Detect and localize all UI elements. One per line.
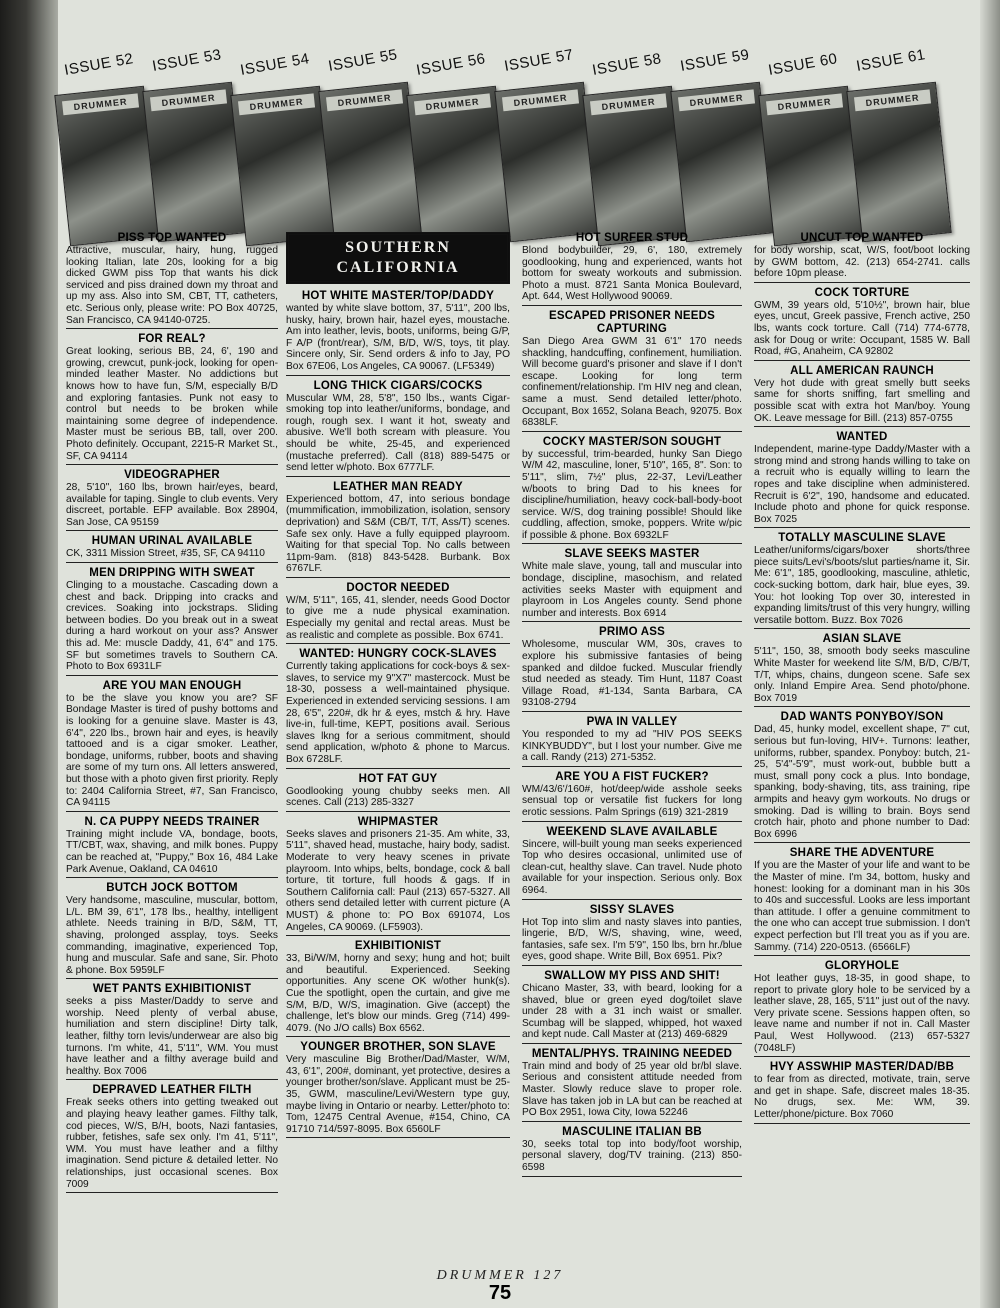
issue-cover	[146, 44, 242, 234]
issue-label: ISSUE 59	[679, 46, 751, 75]
classified-ad	[66, 983, 278, 1080]
ad-body: San Diego Area GWM 31 6'1" 170 needs shackling, handcuffing, confinement, humiliation. Will become guard's prisoner and slave if I don't escape. Looking for long term confinement/relationship. I'm HIV neg and clean, same a must. Send detailed letter/photo. Occupant, Box 1652, Solana Beach, 92075. Box 6838LF.	[522, 335, 742, 429]
ad-divider	[66, 811, 278, 812]
ad-headline: MASCULINE ITALIAN BB	[562, 1125, 702, 1138]
ad-headline: SHARE THE ADVENTURE	[789, 847, 935, 860]
ad-body: Blond bodybuilder, 29, 6', 180, extremely goodlooking, hung and experienced, wants hot bottom for sweaty workouts and submission. Photo a must. 8721 Santa Monica Boulevard, Apt. 644, West Hollywood 90069.	[522, 245, 742, 303]
ad-body: Great looking, serious BB, 24, 6', 190 and growing, crewcut, punk-jock, looking for open-minded leather Master. No addictions but knows how to have fun, S/M, especially B/D and exploring fantasies. Punk not easy to control but needs to be broken while maintaining some degree of independence. Master must be serious BB, tall, over 200. Photo definitely. Occupant, 2215-R Market St., SF, CA 94114	[66, 346, 278, 462]
cover-masthead: DRUMMER	[150, 89, 227, 111]
ad-divider	[66, 675, 278, 676]
ad-headline: PWA IN VALLEY	[586, 716, 678, 728]
issue-cover	[234, 48, 330, 238]
ad-headline: MENTAL/PHYS. TRAINING NEEDED	[531, 1047, 733, 1060]
ad-divider	[286, 577, 510, 578]
ad-headline: MEN DRIPPING WITH SWEAT	[89, 567, 255, 580]
ad-divider	[286, 1137, 510, 1138]
ad-body: 28, 5'10", 160 lbs, brown hair/eyes, beard, available for taping. Single to club events. Very discreet, portable. EFP available. Box 28904, San Jose, CA 95159	[66, 482, 278, 528]
ad-headline: PISS TOP WANTED	[117, 232, 227, 244]
classified-ad	[754, 633, 970, 707]
ad-headline: FOR REAL?	[138, 333, 206, 346]
ad-divider	[754, 955, 970, 956]
ad-body: Leather/uniforms/cigars/boxer shorts/three piece suits/Levi's/boots/slut parties/name it, Sir. Me: 6'1", 185, goodlooking, masculine, athletic, cock-sucking bottom, dark hair, blue eyes, 39. You: hot looking Top over 30, interested in expanding limits/trust of this very hungry, willing versatile bottom. Buzz. Box 7026	[754, 545, 970, 626]
classified-ad	[754, 532, 970, 629]
ad-headline: LONG THICK CIGARS/COCKS	[313, 379, 483, 392]
ad-headline: VIDEOGRAPHER	[124, 469, 220, 482]
ad-headline: WANTED	[836, 431, 888, 444]
ad-headline: WET PANTS EXHIBITIONIST	[92, 983, 252, 996]
page-number: 75	[488, 1282, 512, 1304]
page-spine-shadow	[0, 0, 58, 1308]
classified-ad	[522, 716, 742, 767]
ad-divider	[522, 965, 742, 966]
ad-body: Very hot dude with great smelly butt seeks same for shorts sniffing, fart smelling and possible scat with extra hot Man/boy. Young OK. Leave message for Bill. (213) 857-0755	[754, 377, 970, 424]
ad-headline: ALL AMERICAN RAUNCH	[790, 364, 934, 377]
ad-headline: HOT FAT GUY	[358, 772, 438, 785]
ad-divider	[522, 431, 742, 432]
ad-headline: WEEKEND SLAVE AVAILABLE	[546, 825, 718, 838]
ad-divider	[754, 706, 970, 707]
ad-body: CK, 3311 Mission Street, #35, SF, CA 94110	[66, 548, 265, 560]
ad-body: seeks a piss Master/Daddy to serve and worship. Need plenty of verbal abuse, humiliation and stern discipline! Dirty talk, leather, filthy torn levis/underwear are also big turnons. I'm white, 41, 5'11", WM. You must have leather and a filthy average build and healthy. Box 7006	[66, 996, 278, 1077]
ad-headline: SLAVE SEEKS MASTER	[564, 548, 700, 561]
ad-headline: UNCUT TOP WANTED	[800, 232, 924, 244]
issue-cover	[850, 44, 946, 234]
ad-divider	[754, 628, 970, 629]
classified-ad	[66, 333, 278, 465]
ad-divider	[754, 842, 970, 843]
ad-headline: HVY ASSWHIP MASTER/DAD/BB	[769, 1061, 955, 1074]
classified-ad	[66, 680, 278, 812]
ad-divider	[754, 1056, 970, 1057]
ad-divider	[286, 643, 510, 644]
cover-masthead: DRUMMER	[414, 93, 491, 115]
issue-cover	[410, 48, 506, 238]
classified-ad	[66, 567, 278, 676]
classified-ad	[754, 365, 970, 427]
ad-body: You responded to my ad "HIV POS SEEKS KINKYBUDDY", but I lost your number. Give me a call. Randy (213) 271-5352.	[522, 729, 742, 764]
page-edge	[980, 0, 1000, 1308]
ad-headline: N. CA PUPPY NEEDS TRAINER	[84, 815, 260, 828]
ad-divider	[522, 543, 742, 544]
cover-masthead: DRUMMER	[502, 89, 579, 111]
ad-body: Wholesome, muscular WM, 30s, craves to explore his submissive fantasies of being spanked and dildoe fucked. Muscular friendly stud needed as steady. Tim Hunt, 1187 Coast Village Road, #1-134, Santa Barbara, CA 93108-2794	[522, 639, 742, 709]
classified-ad	[754, 287, 970, 361]
classified-ad	[286, 1041, 510, 1138]
ad-divider	[286, 476, 510, 477]
ad-divider	[286, 935, 510, 936]
classified-ad	[522, 310, 742, 432]
ad-divider	[66, 978, 278, 979]
ad-headline: SWALLOW MY PISS AND SHIT!	[544, 969, 720, 982]
ad-headline: BUTCH JOCK BOTTOM	[106, 882, 238, 895]
classified-ad	[522, 548, 742, 622]
ad-body: Muscular WM, 28, 5'8", 150 lbs., wants Cigar-smoking top into leather/uniforms, bondage, and rough, rough sex. I want it hot, sweaty and abusive. We'll both scream with pleasure. You should be white, 25-45, and experienced (mustache preferred). Call (818) 889-5475 or send letter w/photo. Box 6777LF.	[286, 392, 510, 474]
issue-label: ISSUE 60	[767, 50, 839, 79]
classified-ad	[286, 816, 510, 936]
ad-headline: COCK TORTURE	[814, 286, 910, 299]
ad-body: Experienced bottom, 47, into serious bondage (mummification, immobilization, isolation, sensory deprivation) and S&M (CB/T, T/T, Ass/T) scenes. Safe sex only. Have a fully equipped playroom. Waiting for that special Top. No calls between 11pm-9am. (818) 843-5428. Burbank. Box 6767LF.	[286, 493, 510, 575]
classified-ad	[522, 1126, 742, 1177]
ad-body: Clinging to a moustache. Cascading down a chest and back. Dripping into cracks and crevices. Soaking into jockstraps. Sliding between bodies. Do you break out in a sweat during a hard workout on your ass? Answer this ad. Me: muscle Daddy, 41, 6'4" and 175. SF but sometimes travels to Southern CA. Photo to Box 6931LF	[66, 580, 278, 673]
ad-divider	[66, 530, 278, 531]
classified-ad	[754, 960, 970, 1057]
page-footer	[0, 1268, 1000, 1305]
ad-divider	[754, 527, 970, 528]
ad-divider	[754, 282, 970, 283]
ad-headline: EXHIBITIONIST	[354, 940, 442, 953]
ad-divider	[522, 1176, 742, 1177]
classified-ad	[66, 816, 278, 878]
classified-ad	[522, 970, 742, 1044]
issue-label: ISSUE 56	[415, 50, 487, 79]
cover-masthead: DRUMMER	[62, 93, 139, 115]
ad-divider	[286, 375, 510, 376]
ad-divider	[66, 562, 278, 563]
ad-divider	[286, 768, 510, 769]
ad-divider	[522, 711, 742, 712]
classified-column-4	[754, 232, 970, 1128]
cover-masthead: DRUMMER	[238, 93, 315, 115]
cover-photo	[846, 82, 951, 243]
ad-headline: ESCAPED PRISONER NEEDS CAPTURING	[548, 309, 716, 335]
ad-body: to fear from as directed, motivate, train, serve and get in shape. Safe, discreet males 18-35. No drugs, sex. Me: WM, 39. Letter/phone/picture. Box 7060	[754, 1074, 970, 1121]
ad-body: Dad, 45, hunky model, excellent shape, 7" cut, serious but fun-loving, HIV+. Turnons: leather, uniforms, rubber, spandex. Ponyboy: butch, 21-25, 5'4"-5'9", must work-out, bubble butt a must, small pony cock a plus. Into bondage, spanking, body-shaving, tits, ass training, ripe armpits and heavy gym workouts. No drugs or smoking. Dad is willing to brain. Boys send crotch hair, photo and phone number to Dad: Box 6996	[754, 724, 970, 840]
issue-cover	[586, 48, 682, 238]
ad-divider	[522, 1121, 742, 1122]
ad-divider	[286, 811, 510, 812]
issue-label: ISSUE 52	[63, 50, 135, 79]
ad-body: Chicano Master, 33, with beard, looking for a shaved, blue or green eyed dog/toilet slave under 28 with a 31 inch waist or smaller. Scumbag will be slapped, whipped, hot waxed and kept nude. Call Master at (213) 469-6829	[522, 982, 742, 1041]
ad-body: GWM, 39 years old, 5'10½", brown hair, blue eyes, uncut, Greek passive, French active, 250 lbs, wants cock torture. Call (714) 774-6778, ask for Doug or write: Occupant, 1585 W. Ball Road, #G, Anaheim, CA 92802	[754, 299, 970, 358]
issue-cover	[674, 44, 770, 234]
ad-body: to be the slave you know you are? SF Bondage Master is tired of pushy bottoms and is looking for a genuine slave. Master is 43, 6'4", 220 lbs., brown hair and eyes, is heavily tattooed and is a cigar smoker. Leather, bondage, uniforms, rubber, boots and shaving are some of my turn ons. All letters answered, but those with a photo given first priority. Reply to: 2404 California Street, #7, San Francisco, CA 94115	[66, 692, 278, 809]
classified-ad	[286, 940, 510, 1037]
ad-body: White male slave, young, tall and muscular into bondage, discipline, masochism, and related activities seeks Master with equipment and playroom in Los Angeles county. Send phone number and interests. Box 6914	[522, 561, 742, 619]
classified-ad	[66, 232, 278, 329]
ad-headline: GLORYHOLE	[824, 960, 900, 973]
ad-body: Hot Top into slim and nasty slaves into panties, lingerie, B/D, W/S, shaving, wine, weed, fantasies, safe sex. I'm 5'9", 150 lbs, brn hr./blue eyes, good shape. Write Bill, Box 6951. Pix?	[522, 916, 742, 963]
issue-label: ISSUE 61	[855, 46, 927, 75]
ad-headline: DOCTOR NEEDED	[346, 581, 450, 594]
issue-cover	[498, 44, 594, 234]
ad-headline: HOT SURFER STUD	[575, 232, 689, 244]
ad-divider	[66, 877, 278, 878]
cover-masthead: DRUMMER	[590, 93, 667, 115]
ad-headline: WHIPMASTER	[357, 815, 439, 828]
classified-ad	[286, 648, 510, 768]
ad-body: Very handsome, masculine, muscular, bottom, L/L. BM 39, 6'1", 178 lbs., healthy, intelligent athlete. Needs training in B/D, S&M, TT, shaving, prolonged assplay, toys. Seeks commanding, imaginative, experienced Top, hung and muscular. Safe and sane, Sir. Photo & phone. Box 5959LF	[66, 895, 278, 976]
ad-divider	[66, 1192, 278, 1193]
magazine-name: DRUMMER 127	[436, 1268, 564, 1283]
ad-body: WM/43/6'/160#, hot/deep/wide asshole seeks sensual top or versatile fist fuckers for long erotic sessions. Palm Springs (619) 321-2819	[522, 783, 742, 818]
classified-ad	[522, 1048, 742, 1122]
classified-ad	[66, 1084, 278, 1193]
classified-ad	[754, 847, 970, 956]
classified-column-3	[522, 232, 742, 1181]
ad-body: wanted by white slave bottom, 37, 5'11", 200 lbs, husky, hairy, brown hair, hazel eyes, moustache. Am into leather, levis, boots, uniforms, being G/P, F A/P (front/rear), S/M, B/D, W/S, toys, tit play. Sincere only, Sir. Send orders & info to Jay, PO Box 67E06, Los Angeles, CA 90067. (LF5349)	[286, 303, 510, 372]
ad-divider	[66, 1079, 278, 1080]
issue-cover	[762, 48, 858, 238]
classified-ad	[66, 882, 278, 979]
ad-body: 30, seeks total top into body/foot worship, personal slavery, dog/TV training. (213) 850-6598	[522, 1138, 742, 1174]
cover-masthead: DRUMMER	[766, 93, 843, 115]
classified-ad	[522, 436, 742, 545]
ad-divider	[66, 328, 278, 329]
cover-masthead: DRUMMER	[678, 89, 755, 111]
ad-divider	[522, 821, 742, 822]
ad-body: Attractive, muscular, hairy, hung, rugged looking Italian, late 20s, looking for a big dicked GWM piss Top that wants his dick serviced and piss drained down my throat and up my ass. Also into SM, CBT, TT, catheters, etc. Serious only, please write: PO Box 40725, San Francisco, CA 94140-0725.	[66, 245, 278, 326]
ad-divider	[522, 305, 742, 306]
ad-body: If you are the Master of your life and want to be the Master of mine. I'm 34, bottom, husky and honest: looking for a dominant man in his 30s to 40s and successful. Looks are less important than attitude. I offer a genuine commitment to the one who can accept true submission. I don't expect perfection but I'll treat you as if you are. Sammy. (714) 220-0513. (6566LF)	[754, 860, 970, 953]
classified-ad	[286, 481, 510, 578]
ad-headline: TOTALLY MASCULINE SLAVE	[778, 532, 946, 545]
ad-divider	[286, 1036, 510, 1037]
classified-ad	[754, 1061, 970, 1123]
classified-ad	[66, 535, 278, 563]
classified-ad	[754, 232, 970, 283]
classified-ad	[522, 771, 742, 822]
ad-body: Currently taking applications for cock-boys & sex-slaves, to service my 9"X7" mastercock. Must be 18-30, possess a well-maintained physique. Experienced in extended servicing sessions. I am 28, 6'5", 220#, dk hr & eyes, mstch & hry. Have live-in, full-time, KEPT, positions avail. Serious slaves lkng for a serious commitment, should send application, w/photo & phone to Marcus. Box 6728LF.	[286, 661, 510, 765]
classified-ad	[522, 232, 742, 306]
ad-body: Seeks slaves and prisoners 21-35. Am white, 33, 5'11", shaved head, mustache, hairy body, sadist. Moderate to very heavy scenes in private playroom. Into whips, belts, bondage, cock & ball torture, tit torture, full hoods & gags. If in Southern California call: Paul (213) 657-5327. All others send detailed letter with current picture (A MUST) & phone to: PO Box 691074, Los Angeles, CA 90069. (LF5903).	[286, 828, 510, 933]
issue-label: ISSUE 58	[591, 50, 663, 79]
ad-body: by successful, trim-bearded, hunky San Diego W/M 42, masculine, loner, 5'10", 165, 8". Son: to 5'11", slim, 7½" plus, 22-37, Levi/Leather w/boots to bring Dad to his knees for discipline/humiliation, heavy cock-ball-body-boot service. W/S, dog training possible! Should like cuddling, affection, smoke, poppers. Write w/pic if possible & phone. Box 6932LF	[522, 448, 742, 541]
classified-ad	[754, 431, 970, 528]
issue-label: ISSUE 53	[151, 46, 223, 75]
ad-divider	[522, 766, 742, 767]
ad-headline: LEATHER MAN READY	[333, 480, 463, 493]
classified-ad	[522, 826, 742, 900]
classified-ad	[754, 711, 970, 843]
section-header	[286, 232, 510, 284]
ad-body: W/M, 5'11", 165, 41, slender, needs Good Doctor to give me a nude physical examination. Especially my genital and rectal areas. Must be as realistic and complete as possible. Box 6741.	[286, 594, 510, 641]
classified-ad	[522, 904, 742, 966]
classified-ad	[286, 773, 510, 812]
ad-headline: COCKY MASTER/SON SOUGHT	[542, 435, 722, 448]
ad-headline: ARE YOU MAN ENOUGH	[102, 679, 242, 692]
ad-divider	[66, 464, 278, 465]
section-header-text: SOUTHERN CALIFORNIA	[336, 239, 460, 276]
cover-masthead: DRUMMER	[326, 89, 403, 111]
ad-body: 5'11", 150, 38, smooth body seeks masculine White Master for weekend lite S/M, B/D, C/B/T, T/T, whips, chains, dungeon scene. Safe sex only. Inland Empire Area. Send photo/phone. Box 7019	[754, 646, 970, 704]
ad-divider	[754, 1123, 970, 1124]
ad-headline: WANTED: HUNGRY COCK-SLAVES	[299, 648, 497, 661]
classified-ad	[286, 380, 510, 477]
ad-body: Hot leather guys, 18-35, in good shape, to report to private glory hole to be serviced by a leather slave, 28, 165, 5'11" just out of the navy. Very private scene. Sessions happen often, so leave name and number if not in. Call Master Paul, West Hollywood. (213) 657-5327 (7048LF)	[754, 973, 970, 1054]
ad-body: Very masculine Big Brother/Dad/Master, W/M, 43, 6'1", 200#, dominant, yet protective, desires a younger brother/son/slave. Applicant must be 25-35, GWM, masculine/Levi/Western type guy, maybe living in Ontario or nearby. Letter/photo to: Tom, 12475 Central Avenue, #154, Chino, CA 91710 714/597-8095. Box 6560LF	[286, 1054, 510, 1135]
ad-headline: PRIMO ASS	[599, 626, 665, 639]
ad-body: 33, Bi/W/M, horny and sexy; hung and hot; built and beautiful. Experienced. Seeking opportunities. Any scene OK w/other hunk(s). Cue the spotlight, open the curtain, and give me S/M, B/D, W/S, imagination. Give (accept) the challenge, let's blow our minds. Greg (714) 499-4079. (No J/O calls) Box 6562.	[286, 953, 510, 1034]
ad-body: Freak seeks others into getting tweaked out and playing heavy leather games. Filthy talk, cod pieces, W/S, B/H, boots, Nazi fantasies, rubber, fetishes, safe sex only. I'm 41, 5'11", WM. You must have leather and a filthy imagination. Send picture & detailed letter. No relationships, just occasional scenes. Box 7009	[66, 1097, 278, 1190]
ad-divider	[522, 1043, 742, 1044]
ad-headline: SISSY SLAVES	[589, 903, 675, 916]
classified-column-2	[286, 232, 510, 1142]
ad-headline: HUMAN URINAL AVAILABLE	[91, 535, 253, 548]
issue-label: ISSUE 57	[503, 46, 575, 75]
ad-headline: ASIAN SLAVE	[822, 633, 902, 646]
classified-ad	[66, 469, 278, 531]
ad-headline: DAD WANTS PONYBOY/SON	[780, 711, 944, 724]
back-issue-covers	[58, 40, 978, 240]
cover-masthead: DRUMMER	[854, 89, 931, 111]
issue-cover	[58, 48, 154, 238]
ad-headline: HOT WHITE MASTER/TOP/DADDY	[301, 290, 495, 302]
classified-ad	[522, 626, 742, 712]
ad-body: Sincere, will-built young man seeks experienced Top who desires occasional, unlimited use of clean-cut, healthy slave. Can travel. Nude photo available for your inspection. Serious only. Box 6964.	[522, 838, 742, 896]
ad-divider	[522, 621, 742, 622]
ad-body: Goodlooking young chubby seeks men. All scenes. Call (213) 285-3327	[286, 785, 510, 809]
ad-divider	[754, 360, 970, 361]
ad-headline: DEPRAVED LEATHER FILTH	[92, 1084, 252, 1097]
classified-ad	[286, 582, 510, 644]
issue-label: ISSUE 55	[327, 46, 399, 75]
ad-divider	[754, 426, 970, 427]
ad-body: Train mind and body of 25 year old br/bl slave. Serious and consistent attitude needed from Master. Slowly reduce slave to proper role. Slave has taken job in LA but can be reached at PO Box 2951, Iowa City, Iowa 52246	[522, 1060, 742, 1119]
ad-headline: ARE YOU A FIST FUCKER?	[555, 770, 709, 783]
classified-column-1	[66, 232, 278, 1197]
issue-cover	[322, 44, 418, 234]
ad-body: Independent, marine-type Daddy/Master with a strong mind and strong hands willing to take on a recruit who is equally willing to learn the ropes and take discipline when administered. Recruit is 6'2", 190, handsome and educated. Include photo and phone for quick response. Box 7025	[754, 444, 970, 525]
ad-body: for body worship, scat, W/S, foot/boot locking by GWM bottom, 42. (213) 654-2741. calls before 10pm please.	[754, 245, 970, 280]
ad-headline: YOUNGER BROTHER, SON SLAVE	[300, 1041, 496, 1054]
ad-divider	[522, 899, 742, 900]
classified-ad	[286, 290, 510, 376]
ad-body: Training might include VA, bondage, boots, TT/CBT, wax, shaving, and milk bones. Puppy can be reached at, "Puppy," Box 16, 484 Lake Park Avenue, Oakland, CA 04610	[66, 828, 278, 875]
issue-label: ISSUE 54	[239, 50, 311, 79]
